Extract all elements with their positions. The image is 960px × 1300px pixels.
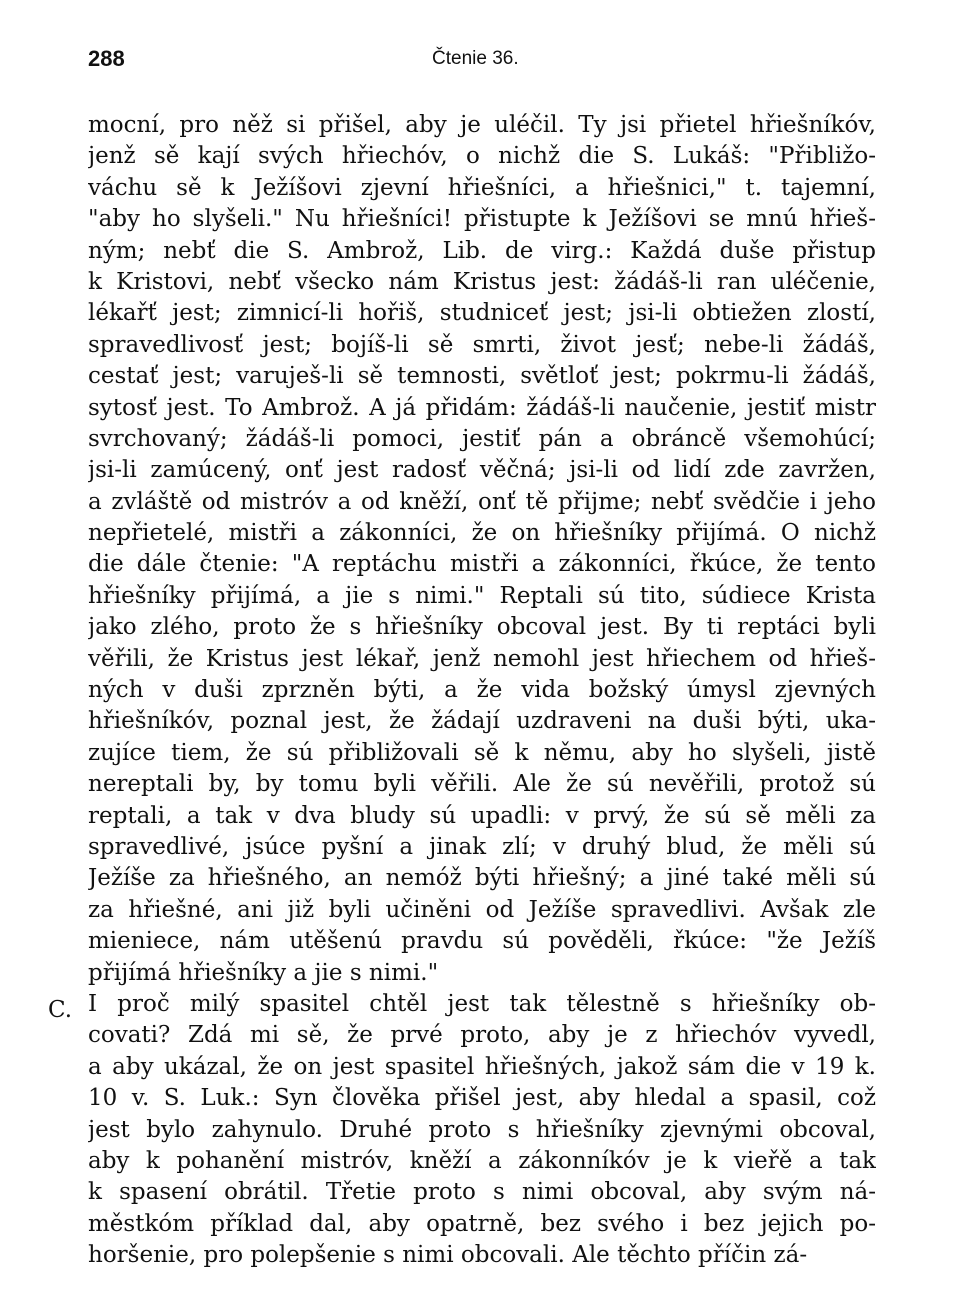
text-line: k spasení obrátil. Třetie proto s nimi obcoval, aby svým ná- [88,1179,876,1206]
text-line: váchu sě k Ježíšovi zjevní hřiešníci, a hřiešnici," t. tajemní, [88,174,876,201]
text-line: I proč milý spasitel chtěl jest tak tělestně s hřiešníky ob- [88,990,876,1017]
text-line: jenž sě kají svých hřiechóv, o nichž die S. Lukáš: "Přibližo- [88,143,876,170]
text-line: ným; nebť die S. Ambrož, Lib. de virg.: Každá duše přistup [88,237,876,264]
text-line: spravedlivosť jest; bojíš-li sě smrti, život jesť; nebe-li žádáš, [88,331,876,358]
text-line: svrchovaný; žádáš-li pomoci, jestiť pán a obráncě všemohúcí; [88,425,876,452]
text-line: ných v duši zprzněn býti, a že vida božský úmysl zjevných [88,677,876,704]
text-line: jako zlého, proto že s hřiešníky obcoval jest. By ti reptáci byli [88,614,876,641]
text-line: věřili, že Kristus jest lékař, jenž nemohl jest hřiechem od hřieš- [88,645,876,672]
text-line: zujíce tiem, že sú přibližovali sě k němu, aby ho slyšeli, jistě [88,739,876,766]
page-number: 288 [88,46,125,71]
text-line: hřiešníky přijímá, a jie s nimi." Reptali sú tito, súdiece Krista [88,582,876,609]
text-line: horšenie, pro polepšenie s nimi obcovali. Ale těchto příčin zá- [88,1242,808,1269]
text-line: cestať jest; varuješ-li sě temnosti, světloť jest; pokrmu-li žádáš, [88,363,876,390]
text-line: spravedlivé, jsúce pyšní a jinak zlí; v druhý blud, že měli sú [88,833,876,860]
text-line: mocní, pro něž si přišel, aby je uléčil. Ty jsi přietel hřiešníkóv, [88,112,876,138]
text-line: nepřietelé, mistři a zákonníci, že on hřiešníky přijímá. O nichž [88,520,876,547]
body-text [88,110,876,1271]
text-line: 10 v. S. Luk.: Syn člověka přišel jest, aby hledal a spasil, což [88,1085,876,1112]
text-line: hřiešníkóv, poznal jest, že žádají uzdraveni na duši býti, uka- [88,708,876,735]
text-line: a zvláště od mistróv a od kněží, onť tě přijme; nebť svědčie i jeho [88,488,876,515]
text-line: reptali, a tak v dva bludy sú upadli: v prvý, že sú sě měli za [88,802,876,829]
text-line: mieniece, nám utěšenú pravdu sú pověděli, řkúce: "že Ježíš [88,928,876,955]
text-line: městkóm příklad dal, aby opatrně, bez svého i bez jejich po- [88,1210,876,1237]
text-line: přijímá hřiešníky a jie s nimi." [88,959,439,986]
text-line: "aby ho slyšeli." Nu hřiešníci! přistupte k Ježíšovi se mnú hřieš- [88,206,876,233]
text-line: jest bylo zahynulo. Druhé proto s hřiešníky zjevnými obcoval, [88,1116,876,1143]
text-line: lékařť jest; zimnicí-li hořiš, studniceť jest; jsi-li obtiežen zlostí, [88,300,876,327]
text-line: k Kristovi, nebť všecko nám Kristus jest: žádáš-li ran uléčenie, [88,268,876,295]
chapter-title: Čtenie 36. [432,48,519,69]
text-line: covati? Zdá mi sě, že prvé proto, aby je z hřiechóv vyvedl, [88,1022,876,1049]
text-line: aby k pohanění mistróv, kněží a zákonníkóv je k vieřě a tak [88,1147,876,1174]
text-line: die dále čtenie: "A reptáchu mistři a zákonníci, řkúce, že tento [88,551,876,578]
text-line: za hřiešné, ani již byli učiněni od Ježíše spravedlivi. Avšak zle [88,896,876,923]
text-line: sytosť jest. To Ambrož. A já přidám: žádáš-li naučenie, jestiť mistr [88,394,876,421]
running-head [0,44,960,76]
text-line: a aby ukázal, že on jest spasitel hřiešných, jakož sám die v 19 k. [88,1053,876,1080]
text-line: nereptali by, by tomu byli věřili. Ale že sú nevěřili, protož sú [88,771,876,798]
text-line: Ježíše za hřiešného, an nemóž býti hřiešný; a jiné také měli sú [88,865,876,892]
text-line: jsi-li zamúcený, onť jest radosť věčná; jsi-li od lidí zde zavržen, [88,457,876,484]
margin-note: C. [48,997,73,1024]
